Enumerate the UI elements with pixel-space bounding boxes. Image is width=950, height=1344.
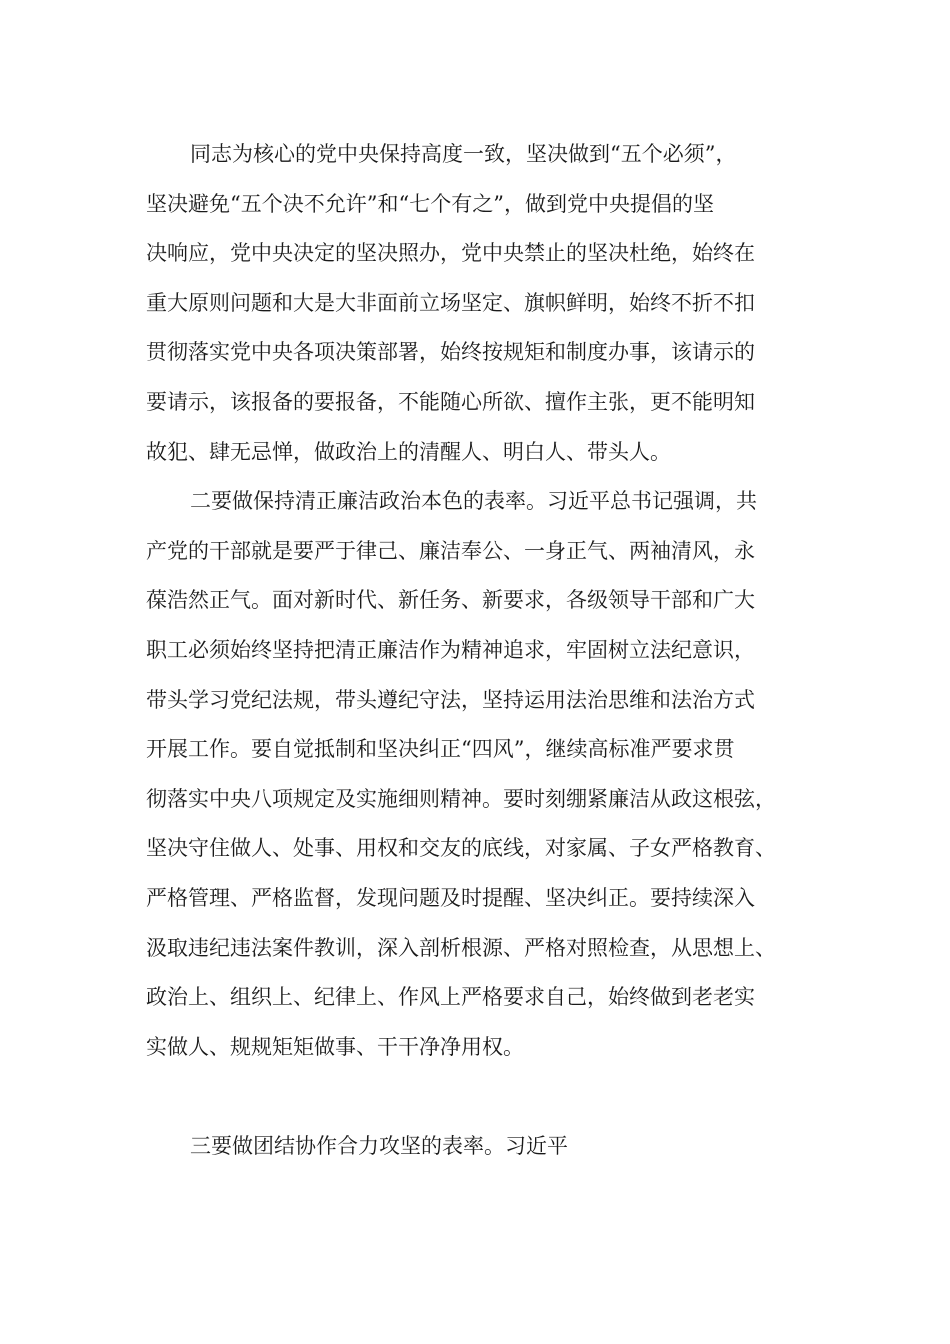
- text-line: 政治上、组织上、纪律上、作风上严格要求自己，始终做到老老实: [146, 985, 755, 1010]
- text-line: 葆浩然正气。面对新时代、新任务、新要求，各级领导干部和广大: [146, 588, 755, 613]
- text-line: 贯彻落实党中央各项决策部署，始终按规矩和制度办事，该请示的: [146, 340, 755, 365]
- text-line: [146, 1072, 826, 1122]
- text-line: 决响应，党中央决定的坚决照办，党中央禁止的坚决杜绝，始终在: [146, 241, 755, 266]
- text-line: 彻落实中央八项规定及实施细则精神。要时刻绷紧廉洁从政这根弦，: [146, 786, 776, 811]
- text-line: 故犯、肆无忌惮，做政治上的清醒人、明白人、带头人。: [146, 439, 671, 464]
- paragraph-2: [146, 477, 826, 1122]
- text-line: 产党的干部就是要严于律己、廉洁奉公、一身正气、两袖清风，永: [146, 538, 755, 563]
- text-line: 二要做保持清正廉洁政治本色的表率。习近平总书记强调，共: [190, 489, 757, 514]
- text-line: 三要做团结协作合力攻坚的表率。习近平: [190, 1133, 568, 1158]
- paragraph-3: [146, 1122, 826, 1172]
- text-line: 职工必须始终坚持把清正廉洁作为精神追求，牢固树立法纪意识，: [146, 637, 755, 662]
- text-line: 实做人、规规矩矩做事、干干净净用权。: [146, 1034, 524, 1059]
- text-line: 严格管理、严格监督，发现问题及时提醒、坚决纠正。要持续深入: [146, 885, 755, 910]
- text-line: 同志为核心的党中央保持高度一致，坚决做到“五个必须”，: [190, 142, 737, 166]
- text-line: 开展工作。要自觉抵制和坚决纠正“四风”，继续高标准严要求贯: [146, 737, 735, 762]
- text-line: 重大原则问题和大是大非面前立场坚定、旗帜鲜明，始终不折不扣: [146, 290, 755, 315]
- text-line: 汲取违纪违法案件教训，深入剖析根源、严格对照检查，从思想上、: [146, 935, 776, 960]
- text-line: 要请示，该报备的要报备，不能随心所欲、擅作主张，更不能明知: [146, 389, 755, 414]
- text-line: 坚决守住做人、处事、用权和交友的底线，对家属、子女严格教育、: [146, 836, 776, 861]
- text-line: 带头学习党纪法规，带头遵纪守法，坚持运用法治思维和法治方式: [146, 687, 755, 712]
- body-text: [146, 130, 826, 1171]
- paragraph-1: [146, 130, 826, 477]
- text-line: 坚决避免“五个决不允许”和“七个有之”，做到党中央提倡的坚: [146, 191, 714, 216]
